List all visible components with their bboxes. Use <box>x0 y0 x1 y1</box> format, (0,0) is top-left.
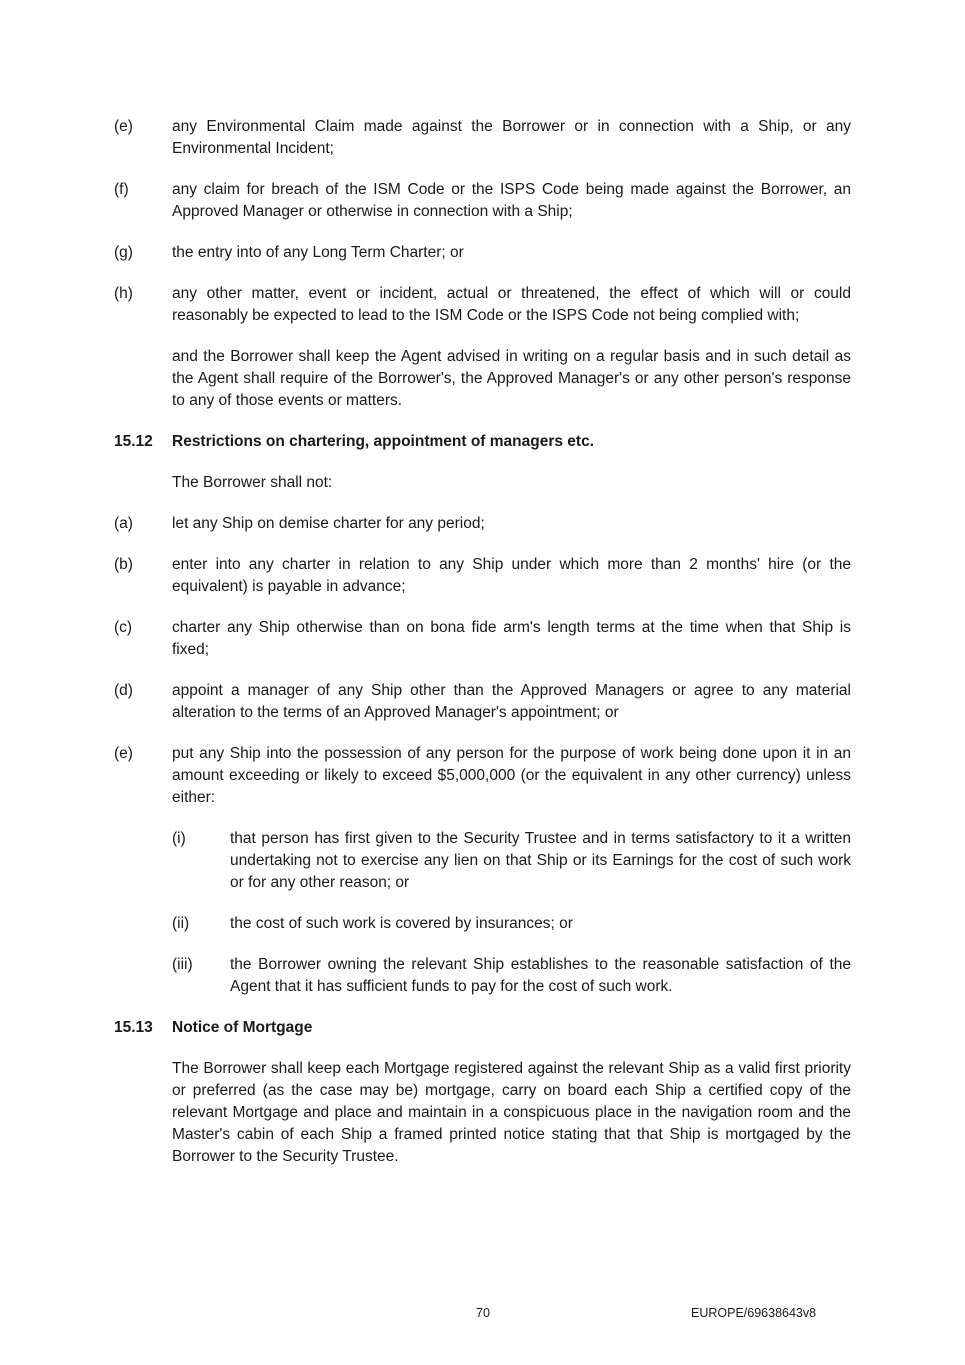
list-item <box>114 680 851 724</box>
item-label: (g) <box>114 244 133 261</box>
sub-list-item <box>172 954 851 998</box>
item-label: (a) <box>114 515 133 532</box>
item-text: that person has first given to the Security Trustee and in terms satisfactory to it a written undertaking not to exercise any lien on that Ship or its Earnings for the cost of such work or for any other reason; or <box>230 830 851 891</box>
document-reference: EUROPE/69638643v8 <box>691 1306 817 1320</box>
item-text: the entry into of any Long Term Charter; or <box>172 244 464 261</box>
section-title: Restrictions on chartering, appointment of managers etc. <box>172 433 595 450</box>
item-text: the Borrower owning the relevant Ship establishes to the reasonable satisfaction of the Agent that it has sufficient funds to pay for the cost of such work. <box>230 956 851 995</box>
item-label: (ii) <box>172 915 190 932</box>
item-label: (e) <box>114 118 133 135</box>
item-text: enter into any charter in relation to any Ship under which more than 2 months' hire (or the equivalent) is payable in advance; <box>172 556 851 595</box>
section-heading-15-12 <box>114 431 851 453</box>
list-item <box>114 617 851 661</box>
item-label: (e) <box>114 745 133 762</box>
closing-paragraph: and the Borrower shall keep the Agent advised in writing on a regular basis and in such detail as the Agent shall require of the Borrower's, the Approved Manager's or any other person's response to any of those events or matters. <box>172 348 851 409</box>
section-body: The Borrower shall keep each Mortgage registered against the relevant Ship as a valid first priority or preferred (as the case may be) mortgage, carry on board each Ship a certified copy of the relevant Mortgage and place and maintain in a conspicuous place in the navigation room and the Master's cabin of each Ship a framed printed notice stating that that Ship is mortgaged by the Borrower to the Security Trustee. <box>172 1060 851 1165</box>
item-text: any other matter, event or incident, actual or threatened, the effect of which will or could reasonably be expected to lead to the ISM Code or the ISPS Code not being complied with; <box>172 285 851 324</box>
list-item <box>114 554 851 598</box>
section-title: Notice of Mortgage <box>172 1019 313 1036</box>
item-text: the cost of such work is covered by insurances; or <box>230 915 573 932</box>
section-number: 15.12 <box>114 433 153 450</box>
page-number: 70 <box>476 1306 490 1320</box>
section-heading-15-13 <box>114 1017 851 1039</box>
section-intro: The Borrower shall not: <box>172 474 333 491</box>
item-label: (b) <box>114 556 133 573</box>
item-text: charter any Ship otherwise than on bona fide arm's length terms at the time when that Ship is fixed; <box>172 619 851 658</box>
list-item <box>114 513 851 535</box>
sub-list-item <box>172 828 851 894</box>
item-label: (h) <box>114 285 133 302</box>
list-item <box>114 242 851 264</box>
item-label: (d) <box>114 682 133 699</box>
list-item <box>114 179 851 223</box>
item-label: (f) <box>114 181 129 198</box>
item-label: (i) <box>172 830 186 847</box>
item-text: let any Ship on demise charter for any period; <box>172 515 485 532</box>
sub-list-item <box>172 913 851 935</box>
item-text: put any Ship into the possession of any person for the purpose of work being done upon it in an amount exceeding or likely to exceed $5,000,000 (or the equivalent in any other currency) unless either: <box>172 745 851 806</box>
list-item <box>114 283 851 327</box>
list-item <box>114 743 851 809</box>
item-text: appoint a manager of any Ship other than the Approved Managers or agree to any material alteration to the terms of an Approved Manager's appointment; or <box>172 682 851 721</box>
list-item <box>114 116 851 160</box>
section-number: 15.13 <box>114 1019 153 1036</box>
item-label: (iii) <box>172 956 193 973</box>
item-text: any claim for breach of the ISM Code or the ISPS Code being made against the Borrower, an Approved Manager or otherwise in connection with a Ship; <box>172 181 851 220</box>
item-label: (c) <box>114 619 133 636</box>
item-text: any Environmental Claim made against the Borrower or in connection with a Ship, or any Environmental Incident; <box>172 118 851 157</box>
